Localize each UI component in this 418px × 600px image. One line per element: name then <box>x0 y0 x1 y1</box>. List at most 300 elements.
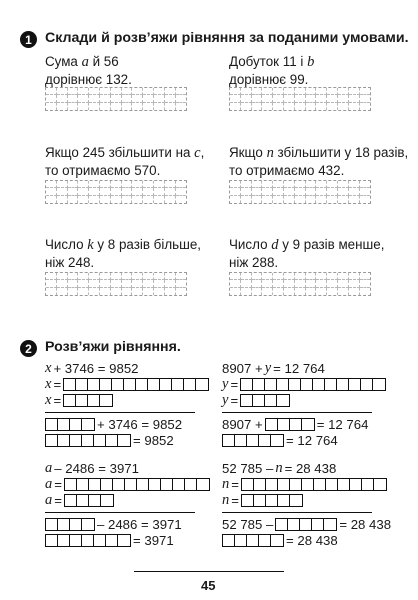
grid-cell[interactable] <box>230 103 241 110</box>
grid-cell[interactable] <box>111 103 122 110</box>
grid-cell[interactable] <box>338 196 349 203</box>
grid-cell[interactable] <box>241 95 252 102</box>
answer-boxes[interactable] <box>45 534 131 547</box>
answer-box[interactable] <box>242 495 254 506</box>
grid-cell[interactable] <box>349 188 360 195</box>
answer-box[interactable] <box>76 395 88 406</box>
grid-cell[interactable] <box>165 280 176 287</box>
grid-cell[interactable] <box>273 288 284 295</box>
grid-cell[interactable] <box>132 88 143 95</box>
answer-box[interactable] <box>58 519 70 530</box>
grid-cell[interactable] <box>327 181 338 188</box>
grid-cell[interactable] <box>262 273 273 280</box>
grid-cell[interactable] <box>154 88 165 95</box>
answer-box[interactable] <box>197 479 209 490</box>
answer-box[interactable] <box>82 519 94 530</box>
grid-cell[interactable] <box>78 273 89 280</box>
answer-box[interactable] <box>242 479 254 490</box>
grid-cell[interactable] <box>132 196 143 203</box>
grid-cell[interactable] <box>132 95 143 102</box>
grid-cell[interactable] <box>111 188 122 195</box>
grid-cell[interactable] <box>176 273 187 280</box>
grid-cell[interactable] <box>132 103 143 110</box>
answer-box[interactable] <box>88 379 100 390</box>
grid-cell[interactable] <box>68 103 79 110</box>
grid-cell[interactable] <box>68 88 79 95</box>
grid-cell[interactable] <box>284 273 295 280</box>
answer-box[interactable] <box>265 379 277 390</box>
answer-box[interactable] <box>374 479 386 490</box>
grid-cell[interactable] <box>46 188 57 195</box>
grid-cell[interactable] <box>122 95 133 102</box>
grid-cell[interactable] <box>273 88 284 95</box>
grid-cell[interactable] <box>89 273 100 280</box>
grid-cell[interactable] <box>327 188 338 195</box>
grid-cell[interactable] <box>143 196 154 203</box>
grid-cell[interactable] <box>262 181 273 188</box>
answer-box[interactable] <box>290 479 302 490</box>
grid-cell[interactable] <box>349 288 360 295</box>
grid-cell[interactable] <box>46 288 57 295</box>
grid-cell[interactable] <box>165 273 176 280</box>
grid-cell[interactable] <box>241 280 252 287</box>
grid-cell[interactable] <box>316 288 327 295</box>
grid-cell[interactable] <box>306 95 317 102</box>
grid-cell[interactable] <box>327 280 338 287</box>
grid-cell[interactable] <box>111 95 122 102</box>
answer-box[interactable] <box>235 535 247 546</box>
answer-box[interactable] <box>271 435 283 446</box>
grid-cell[interactable] <box>295 188 306 195</box>
answer-box[interactable] <box>100 379 112 390</box>
grid-cell[interactable] <box>230 181 241 188</box>
grid-cell[interactable] <box>78 95 89 102</box>
answer-box[interactable] <box>278 419 290 430</box>
grid-cell[interactable] <box>122 181 133 188</box>
grid-cell[interactable] <box>262 288 273 295</box>
answer-box[interactable] <box>64 395 76 406</box>
grid-cell[interactable] <box>252 196 263 203</box>
grid-cell[interactable] <box>165 103 176 110</box>
answer-box[interactable] <box>82 535 94 546</box>
answer-box[interactable] <box>253 379 265 390</box>
grid-cell[interactable] <box>262 88 273 95</box>
answer-grid[interactable] <box>45 272 187 296</box>
answer-box[interactable] <box>241 379 253 390</box>
grid-cell[interactable] <box>132 181 143 188</box>
answer-box[interactable] <box>266 495 278 506</box>
grid-cell[interactable] <box>57 88 68 95</box>
grid-cell[interactable] <box>306 181 317 188</box>
grid-cell[interactable] <box>241 288 252 295</box>
grid-cell[interactable] <box>284 188 295 195</box>
answer-box[interactable] <box>70 519 82 530</box>
grid-cell[interactable] <box>230 280 241 287</box>
answer-box[interactable] <box>101 479 113 490</box>
answer-box[interactable] <box>124 379 136 390</box>
grid-cell[interactable] <box>165 188 176 195</box>
grid-cell[interactable] <box>316 196 327 203</box>
grid-cell[interactable] <box>122 196 133 203</box>
grid-cell[interactable] <box>89 181 100 188</box>
grid-cell[interactable] <box>165 181 176 188</box>
grid-cell[interactable] <box>327 95 338 102</box>
grid-cell[interactable] <box>316 273 327 280</box>
grid-cell[interactable] <box>262 280 273 287</box>
grid-cell[interactable] <box>327 103 338 110</box>
answer-boxes[interactable] <box>45 434 131 447</box>
grid-cell[interactable] <box>132 288 143 295</box>
grid-cell[interactable] <box>230 88 241 95</box>
grid-cell[interactable] <box>111 280 122 287</box>
answer-box[interactable] <box>312 519 324 530</box>
grid-cell[interactable] <box>176 181 187 188</box>
grid-cell[interactable] <box>100 88 111 95</box>
grid-cell[interactable] <box>349 88 360 95</box>
grid-cell[interactable] <box>154 95 165 102</box>
grid-cell[interactable] <box>284 196 295 203</box>
grid-cell[interactable] <box>306 273 317 280</box>
grid-cell[interactable] <box>262 103 273 110</box>
answer-box[interactable] <box>314 479 326 490</box>
grid-cell[interactable] <box>46 196 57 203</box>
grid-cell[interactable] <box>284 181 295 188</box>
answer-box[interactable] <box>106 535 118 546</box>
grid-cell[interactable] <box>46 181 57 188</box>
grid-cell[interactable] <box>295 280 306 287</box>
answer-box[interactable] <box>271 535 283 546</box>
answer-box[interactable] <box>277 395 289 406</box>
grid-cell[interactable] <box>143 188 154 195</box>
answer-box[interactable] <box>70 535 82 546</box>
grid-cell[interactable] <box>122 280 133 287</box>
answer-box[interactable] <box>58 419 70 430</box>
answer-grid[interactable] <box>45 87 187 111</box>
grid-cell[interactable] <box>316 88 327 95</box>
answer-box[interactable] <box>172 379 184 390</box>
answer-box[interactable] <box>100 395 112 406</box>
grid-cell[interactable] <box>306 103 317 110</box>
grid-cell[interactable] <box>46 273 57 280</box>
grid-cell[interactable] <box>241 181 252 188</box>
answer-box[interactable] <box>361 379 373 390</box>
answer-box[interactable] <box>288 519 300 530</box>
grid-cell[interactable] <box>154 196 165 203</box>
grid-cell[interactable] <box>360 196 371 203</box>
grid-cell[interactable] <box>154 103 165 110</box>
grid-cell[interactable] <box>262 196 273 203</box>
answer-box[interactable] <box>289 379 301 390</box>
answer-box[interactable] <box>338 479 350 490</box>
grid-cell[interactable] <box>143 181 154 188</box>
grid-cell[interactable] <box>230 288 241 295</box>
grid-cell[interactable] <box>241 188 252 195</box>
answer-box[interactable] <box>259 535 271 546</box>
grid-cell[interactable] <box>78 280 89 287</box>
answer-box[interactable] <box>89 495 101 506</box>
grid-cell[interactable] <box>57 280 68 287</box>
answer-box[interactable] <box>300 519 312 530</box>
grid-cell[interactable] <box>295 88 306 95</box>
grid-cell[interactable] <box>57 188 68 195</box>
grid-cell[interactable] <box>176 188 187 195</box>
answer-boxes[interactable] <box>240 378 386 391</box>
answer-box[interactable] <box>58 435 70 446</box>
answer-box[interactable] <box>82 419 94 430</box>
answer-box[interactable] <box>223 435 235 446</box>
answer-boxes[interactable] <box>241 478 387 491</box>
grid-cell[interactable] <box>165 288 176 295</box>
grid-cell[interactable] <box>89 288 100 295</box>
grid-cell[interactable] <box>46 103 57 110</box>
grid-cell[interactable] <box>338 288 349 295</box>
grid-cell[interactable] <box>306 288 317 295</box>
grid-cell[interactable] <box>241 88 252 95</box>
grid-cell[interactable] <box>360 280 371 287</box>
grid-cell[interactable] <box>316 188 327 195</box>
grid-cell[interactable] <box>57 288 68 295</box>
answer-box[interactable] <box>161 479 173 490</box>
grid-cell[interactable] <box>273 103 284 110</box>
grid-cell[interactable] <box>295 273 306 280</box>
answer-boxes[interactable] <box>64 478 210 491</box>
answer-boxes[interactable] <box>222 534 284 547</box>
grid-cell[interactable] <box>68 288 79 295</box>
grid-cell[interactable] <box>57 103 68 110</box>
answer-box[interactable] <box>247 535 259 546</box>
grid-cell[interactable] <box>89 280 100 287</box>
grid-cell[interactable] <box>132 280 143 287</box>
grid-cell[interactable] <box>100 288 111 295</box>
grid-cell[interactable] <box>100 103 111 110</box>
grid-cell[interactable] <box>78 288 89 295</box>
grid-cell[interactable] <box>46 280 57 287</box>
answer-box[interactable] <box>277 379 289 390</box>
answer-box[interactable] <box>46 519 58 530</box>
answer-box[interactable] <box>247 435 259 446</box>
grid-cell[interactable] <box>360 95 371 102</box>
grid-cell[interactable] <box>360 288 371 295</box>
answer-box[interactable] <box>290 419 302 430</box>
grid-cell[interactable] <box>78 188 89 195</box>
answer-box[interactable] <box>94 435 106 446</box>
grid-cell[interactable] <box>252 181 263 188</box>
grid-cell[interactable] <box>176 280 187 287</box>
grid-cell[interactable] <box>143 280 154 287</box>
grid-cell[interactable] <box>360 88 371 95</box>
grid-cell[interactable] <box>284 280 295 287</box>
answer-box[interactable] <box>223 535 235 546</box>
grid-cell[interactable] <box>349 280 360 287</box>
grid-cell[interactable] <box>252 103 263 110</box>
grid-cell[interactable] <box>273 280 284 287</box>
answer-box[interactable] <box>65 479 77 490</box>
grid-cell[interactable] <box>176 288 187 295</box>
grid-cell[interactable] <box>230 196 241 203</box>
grid-cell[interactable] <box>252 95 263 102</box>
grid-cell[interactable] <box>100 95 111 102</box>
answer-box[interactable] <box>265 395 277 406</box>
answer-box[interactable] <box>185 479 197 490</box>
grid-cell[interactable] <box>68 181 79 188</box>
answer-box[interactable] <box>254 479 266 490</box>
answer-box[interactable] <box>106 435 118 446</box>
grid-cell[interactable] <box>122 188 133 195</box>
answer-box[interactable] <box>89 479 101 490</box>
grid-cell[interactable] <box>143 273 154 280</box>
answer-box[interactable] <box>325 379 337 390</box>
grid-cell[interactable] <box>349 103 360 110</box>
answer-box[interactable] <box>64 379 76 390</box>
answer-box[interactable] <box>70 435 82 446</box>
grid-cell[interactable] <box>132 273 143 280</box>
grid-cell[interactable] <box>360 188 371 195</box>
grid-cell[interactable] <box>143 88 154 95</box>
answer-box[interactable] <box>276 519 288 530</box>
answer-box[interactable] <box>278 479 290 490</box>
answer-box[interactable] <box>94 535 106 546</box>
answer-boxes[interactable] <box>64 494 114 507</box>
grid-cell[interactable] <box>111 181 122 188</box>
grid-cell[interactable] <box>230 273 241 280</box>
grid-cell[interactable] <box>143 95 154 102</box>
answer-box[interactable] <box>173 479 185 490</box>
grid-cell[interactable] <box>295 181 306 188</box>
grid-cell[interactable] <box>46 95 57 102</box>
answer-box[interactable] <box>88 395 100 406</box>
grid-cell[interactable] <box>295 288 306 295</box>
grid-cell[interactable] <box>349 273 360 280</box>
grid-cell[interactable] <box>111 88 122 95</box>
grid-cell[interactable] <box>78 103 89 110</box>
grid-cell[interactable] <box>252 188 263 195</box>
grid-cell[interactable] <box>132 188 143 195</box>
answer-box[interactable] <box>349 379 361 390</box>
grid-cell[interactable] <box>241 196 252 203</box>
answer-box[interactable] <box>46 435 58 446</box>
answer-box[interactable] <box>313 379 325 390</box>
grid-cell[interactable] <box>100 273 111 280</box>
grid-cell[interactable] <box>284 288 295 295</box>
grid-cell[interactable] <box>284 95 295 102</box>
grid-cell[interactable] <box>154 188 165 195</box>
answer-box[interactable] <box>76 379 88 390</box>
answer-grid[interactable] <box>229 87 371 111</box>
answer-box[interactable] <box>253 395 265 406</box>
grid-cell[interactable] <box>176 88 187 95</box>
grid-cell[interactable] <box>78 196 89 203</box>
answer-box[interactable] <box>254 495 266 506</box>
answer-box[interactable] <box>290 495 302 506</box>
grid-cell[interactable] <box>273 196 284 203</box>
answer-box[interactable] <box>113 479 125 490</box>
grid-cell[interactable] <box>111 196 122 203</box>
grid-cell[interactable] <box>57 273 68 280</box>
answer-box[interactable] <box>125 479 137 490</box>
grid-cell[interactable] <box>68 188 79 195</box>
grid-cell[interactable] <box>100 196 111 203</box>
grid-cell[interactable] <box>360 103 371 110</box>
answer-box[interactable] <box>302 479 314 490</box>
grid-cell[interactable] <box>100 188 111 195</box>
grid-cell[interactable] <box>165 95 176 102</box>
answer-box[interactable] <box>302 419 314 430</box>
grid-cell[interactable] <box>327 196 338 203</box>
answer-box[interactable] <box>77 479 89 490</box>
grid-cell[interactable] <box>176 196 187 203</box>
grid-cell[interactable] <box>316 280 327 287</box>
grid-cell[interactable] <box>165 88 176 95</box>
answer-box[interactable] <box>324 519 336 530</box>
answer-box[interactable] <box>118 435 130 446</box>
grid-cell[interactable] <box>338 95 349 102</box>
grid-cell[interactable] <box>306 88 317 95</box>
grid-cell[interactable] <box>122 88 133 95</box>
answer-box[interactable] <box>46 419 58 430</box>
grid-cell[interactable] <box>68 280 79 287</box>
grid-cell[interactable] <box>143 103 154 110</box>
answer-box[interactable] <box>278 495 290 506</box>
grid-cell[interactable] <box>111 273 122 280</box>
answer-boxes[interactable] <box>45 518 95 531</box>
grid-cell[interactable] <box>273 181 284 188</box>
grid-cell[interactable] <box>78 181 89 188</box>
answer-box[interactable] <box>196 379 208 390</box>
grid-cell[interactable] <box>284 88 295 95</box>
answer-grid[interactable] <box>45 180 187 204</box>
answer-box[interactable] <box>136 379 148 390</box>
grid-cell[interactable] <box>154 273 165 280</box>
grid-cell[interactable] <box>176 95 187 102</box>
answer-box[interactable] <box>301 379 313 390</box>
grid-cell[interactable] <box>338 280 349 287</box>
answer-box[interactable] <box>235 435 247 446</box>
grid-cell[interactable] <box>349 196 360 203</box>
grid-cell[interactable] <box>68 273 79 280</box>
answer-boxes[interactable] <box>240 394 290 407</box>
answer-box[interactable] <box>160 379 172 390</box>
grid-cell[interactable] <box>295 103 306 110</box>
grid-cell[interactable] <box>360 273 371 280</box>
answer-box[interactable] <box>350 479 362 490</box>
answer-boxes[interactable] <box>45 418 95 431</box>
grid-cell[interactable] <box>143 288 154 295</box>
grid-cell[interactable] <box>89 103 100 110</box>
grid-cell[interactable] <box>122 103 133 110</box>
answer-box[interactable] <box>149 479 161 490</box>
grid-cell[interactable] <box>295 196 306 203</box>
grid-cell[interactable] <box>78 88 89 95</box>
grid-cell[interactable] <box>176 103 187 110</box>
grid-cell[interactable] <box>122 273 133 280</box>
answer-box[interactable] <box>184 379 196 390</box>
answer-boxes[interactable] <box>275 518 337 531</box>
answer-boxes[interactable] <box>63 394 113 407</box>
grid-cell[interactable] <box>46 88 57 95</box>
grid-cell[interactable] <box>295 95 306 102</box>
grid-cell[interactable] <box>89 188 100 195</box>
grid-cell[interactable] <box>165 196 176 203</box>
answer-box[interactable] <box>241 395 253 406</box>
grid-cell[interactable] <box>338 181 349 188</box>
answer-grid[interactable] <box>229 272 371 296</box>
answer-box[interactable] <box>101 495 113 506</box>
answer-box[interactable] <box>266 479 278 490</box>
grid-cell[interactable] <box>306 280 317 287</box>
grid-cell[interactable] <box>316 103 327 110</box>
answer-box[interactable] <box>362 479 374 490</box>
grid-cell[interactable] <box>241 273 252 280</box>
